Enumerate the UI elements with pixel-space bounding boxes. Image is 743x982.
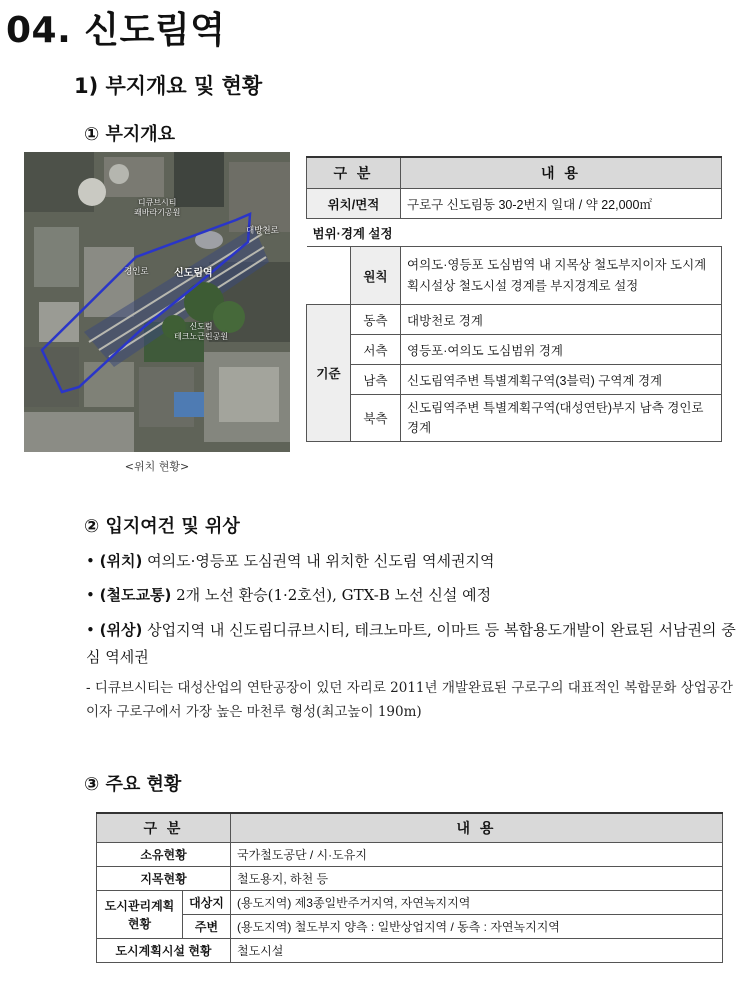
row-key-principle: 원칙	[351, 247, 401, 305]
bullet-location: • (위치) 여의도·영등포 도심권역 내 위치한 신도림 역세권지역	[86, 552, 495, 570]
basis-val-west: 영등포·여의도 도심범위 경계	[401, 335, 722, 365]
bullet-label: (철도교통)	[99, 586, 172, 604]
bullet-label: (위상)	[99, 621, 143, 639]
basis-dir-east: 동측	[351, 305, 401, 335]
row-value-ownership: 국가철도공단 / 시·도유지	[231, 843, 723, 867]
table-header-content: 내 용	[401, 157, 722, 189]
status-table	[96, 812, 723, 963]
row-value-location: 구로구 신도림동 30-2번지 일대 / 약 22,000㎡	[401, 189, 722, 219]
section-row-range: 범위·경계 설정	[307, 219, 722, 247]
map-label-cube-park: 디큐브시티 쾌바라기공원	[134, 198, 181, 217]
table-header-content: 내 용	[231, 813, 723, 843]
row-value-around: (용도지역) 철도부지 양측 : 일반상업지역 / 동측 : 자연녹지지역	[231, 915, 723, 939]
table-header-category: 구 분	[97, 813, 231, 843]
basis-dir-south: 남측	[351, 365, 401, 395]
basis-val-north: 신도림역주변 특별계획구역(대성연탄)부지 남측 경인로 경계	[401, 395, 722, 442]
subsection-heading-overview: ① 부지개요	[84, 124, 176, 145]
basis-val-south: 신도림역주변 특별계획구역(3블럭) 구역계 경계	[401, 365, 722, 395]
map-label-station: 신도림역	[174, 268, 213, 279]
site-overview-table	[306, 156, 722, 442]
row-value-landcat: 철도용지, 하천 등	[231, 867, 723, 891]
map-label-gyeongin-road: 경인로	[124, 267, 149, 277]
map-label-techno-park: 신도림 테크노근린공원	[174, 322, 229, 341]
photo-caption: <위치 현황>	[124, 460, 190, 473]
row-value-facility: 철도시설	[231, 939, 723, 963]
row-key-ownership: 소유현황	[97, 843, 231, 867]
section-heading-site-overview: 1) 부지개요 및 현황	[74, 74, 263, 98]
row-key-landcat: 지목현황	[97, 867, 231, 891]
basis-dir-north: 북측	[351, 395, 401, 442]
page-title: 04. 신도림역	[6, 10, 226, 51]
row-key-location: 위치/면적	[307, 189, 401, 219]
row-value-principle: 여의도·영등포 도심범역 내 지목상 철도부지이자 도시계획시설상 철도시설 경계를 부지경계로 설정	[401, 247, 722, 305]
row-key-urban-plan: 도시관리계획 현황	[97, 891, 183, 939]
row-key-basis: 기준	[307, 305, 351, 442]
row-key-facility: 도시계획시설 현황	[97, 939, 231, 963]
row-key-target: 대상지	[183, 891, 231, 915]
basis-dir-west: 서측	[351, 335, 401, 365]
bullet-status: • (위상) 상업지역 내 신도림디큐브시티, 테크노마트, 이마트 등 복합용도개발이 완료된 서남권의 중심 역세권	[86, 621, 736, 666]
row-key-around: 주변	[183, 915, 231, 939]
note-dcube: - 디큐브시티는 대성산업의 연탄공장이 있던 자리로 2011년 개발완료된 구로구의 대표적인 복합문화 상업공간이자 구로구에서 가장 높은 마천루 형성(최고높이 190m)	[86, 680, 733, 720]
bullet-rail: • (철도교통) 2개 노선 환승(1·2호선), GTX-B 노선 신설 예정	[86, 586, 492, 604]
map-label-daebang-road: 대방천로	[246, 226, 279, 236]
bullet-text: 2개 노선 환승(1·2호선), GTX-B 노선 신설 예정	[171, 586, 492, 604]
bullet-text: 여의도·영등포 도심권역 내 위치한 신도림 역세권지역	[142, 552, 495, 570]
aerial-photo	[24, 152, 290, 452]
table-header-category: 구 분	[307, 157, 401, 189]
row-value-target: (용도지역) 제3종일반주거지역, 자연녹지지역	[231, 891, 723, 915]
subsection-heading-location: ② 입지여건 및 위상	[84, 516, 240, 537]
subsection-heading-status: ③ 주요 현황	[84, 774, 182, 795]
bullet-label: (위치)	[99, 552, 143, 570]
basis-val-east: 대방천로 경계	[401, 305, 722, 335]
bullet-text: 상업지역 내 신도림디큐브시티, 테크노마트, 이마트 등 복합용도개발이 완료된 서남권의 중심 역세권	[86, 621, 736, 666]
